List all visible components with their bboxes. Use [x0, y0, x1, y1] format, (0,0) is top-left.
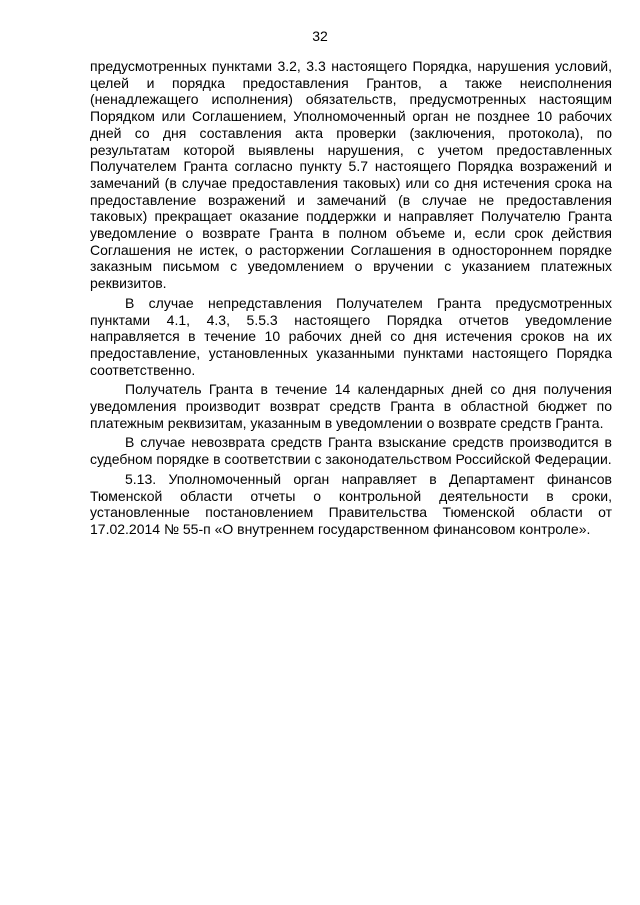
- paragraph: предусмотренных пунктами 3.2, 3.3 настоящего Порядка, нарушения условий, целей и порядка предоставления Грантов, а также неисполнения (ненадлежащего исполнения) обязательств, предусмотренных настоящим Порядком или Соглашением, Уполномоченный орган не позднее 10 рабочих дней со дня составления акта проверки (заключения, протокола), по результатам которой выявлены нарушения, с учетом предоставленных Получателем Гранта согласно пункту 5.7 настоящего Порядка возражений и замечаний (в случае предоставления таковых) или со дня истечения срока на предоставление возражений и замечаний (в случае не предоставления таковых) прекращает оказание поддержки и направляет Получателю Гранта уведомление о возврате Гранта в полном объеме и, если срок действия Соглашения не истек, о расторжении Соглашения в одностороннем порядке заказным письмом с уведомлением о вручении с указанием платежных реквизитов.: [90, 58, 612, 292]
- page-number: 32: [312, 28, 328, 44]
- paragraph: В случае непредставления Получателем Гранта предусмотренных пунктами 4.1, 4.3, 5.5.3 настоящего Порядка отчетов уведомление направляется в течение 10 рабочих дней со дня истечения сроков на их предоставление, установленных указанными пунктами настоящего Порядка соответственно.: [90, 294, 612, 378]
- paragraph: 5.13. Уполномоченный орган направляет в Департамент финансов Тюменской области отчеты о контрольной деятельности в сроки, установленные постановлением Правительства Тюменской области от 17.02.2014 № 55-п «О внутреннем государственном финансовом контроле».: [90, 470, 612, 537]
- document-content: [90, 58, 612, 541]
- paragraph: В случае невозврата средств Гранта взыскание средств производится в судебном порядке в соответствии с законодательством Российской Федерации.: [90, 434, 612, 468]
- paragraph: Получатель Гранта в течение 14 календарных дней со дня получения уведомления производит возврат средств Гранта в областной бюджет по платежным реквизитам, указанным в уведомлении о возврате средств Гранта.: [90, 381, 612, 431]
